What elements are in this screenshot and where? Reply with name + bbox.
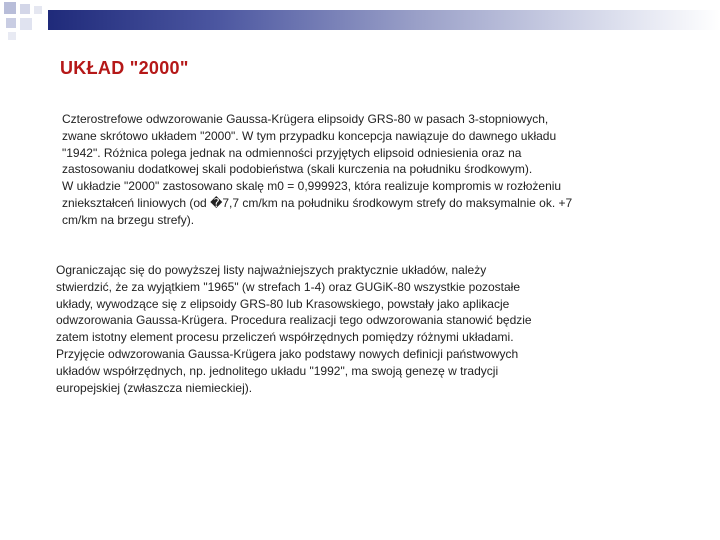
decorative-squares — [0, 0, 48, 48]
body-paragraph-2: Ograniczając się do powyższej listy najważniejszych praktycznie układów, należy stwierdzić, że za wyjątkiem "1965" (w strefach 1-4) oraz GUGiK-80 wszystkie pozostałe układy, wywodzące się z elipsoidy GRS-80 lub Krasowskiego, powstały jako aplikacje odwzorowania Gaussa-Krügera. Procedura realizacji tego odwzorowania stanowić będzie zatem istotny element procesu przeliczeń współrzędnych pomiędzy różnymi układami. Przyjęcie odwzorowania Gaussa-Krügera jako podstawy nowych definicji państwowych układów współrzędnych, np. jednolitego układu "1992", ma swoją genezę w tradycji europejskiej (zwłaszcza niemieckiej). — [56, 263, 532, 395]
deco-square — [6, 18, 16, 28]
deco-square — [34, 6, 42, 14]
deco-square — [20, 18, 32, 30]
header-gradient-band — [48, 10, 720, 30]
deco-square — [20, 4, 30, 14]
body-paragraph-1: Czterostrefowe odwzorowanie Gaussa-Krügera elipsoidy GRS-80 w pasach 3-stopniowych, zwane skrótowo układem "2000". W tym przypadku koncepcja nawiązuje do dawnego układu "1942". Różnica polega jednak na odmienności przyjętych elipsoid odniesienia oraz na zastosowaniu dodatkowej skali podobieństwa (skali kurczenia na południku środkowym). W układzie "2000" zastosowano skalę m0 = 0,999923, która realizuje kompromis w rozłożeniu zniekształceń liniowych (od �7,7 cm/km na południku środkowym strefy do maksymalnie ok. +7 cm/km na brzegu strefy). — [62, 112, 573, 227]
deco-square — [4, 2, 16, 14]
deco-square — [8, 32, 16, 40]
slide-title: UKŁAD "2000" — [60, 58, 189, 78]
